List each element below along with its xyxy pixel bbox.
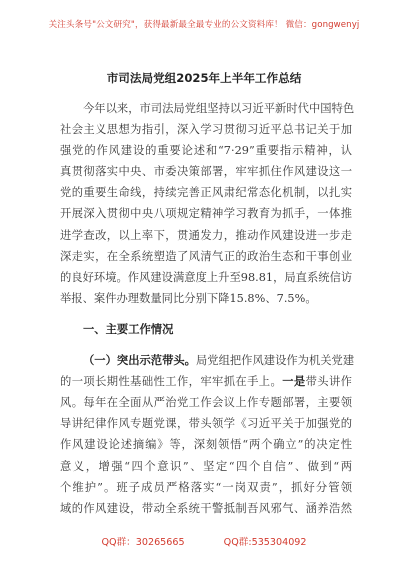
intro-line: 党的重要生命线，持续完善正风肃纪常态化机制，以扎实 (60, 186, 352, 200)
sub-heading-rest: 局党组把作风建设作为机关党建 (195, 354, 355, 368)
para-line: 个维护”。班子成员严格落实“一岗双责”，抓好分管领 (60, 480, 352, 494)
document-title: 市司法局党组2025年上半年工作总结 (106, 71, 302, 85)
para-text: 的一项长期性基础性工作，牢牢抓在手上。 (60, 375, 283, 389)
intro-line: 举报、案件办理数量同比分别下降15.8%、7.5%。 (60, 291, 317, 305)
section-heading: 一、主要工作情况 (83, 322, 174, 336)
intro-line: 真贯彻落实中央、市委决策部署，牢牢抓住作风建设这一 (60, 165, 352, 179)
para-line: 作风建设论述摘编》等，深刻领悟“两个确立”的决定性 (60, 438, 352, 452)
intro-line: 开展深入贯彻中央八项规定精神学习教育为抓手，一体推 (60, 207, 352, 221)
intro-line: 进学查改，以上率下，贯通发力，推动作风建设进一步走 (60, 228, 352, 242)
intro-line: 社会主义思想为指引，深入学习贯彻习近平总书记关于加 (60, 123, 352, 137)
intro-line: 强党的作风建设的重要论述和“7·29”重要指示精神，认 (60, 144, 352, 158)
para-line: 风。每年在全面从严治党工作会议上作专题部署，主要领 (60, 396, 352, 410)
footer-qq-group-1: QQ群：30265665 (101, 537, 185, 548)
intro-line: 今年以来，市司法局党组坚持以习近平新时代中国特色 (83, 102, 355, 115)
para-line: 导讲纪律作风专题党课，带头领学《习近平关于加强党的 (60, 417, 352, 431)
header-promo-note: 关注头条号"公文研究"，获得最新最全最专业的公文资料库！ 微信：gongwenyj (48, 20, 360, 30)
para-text-tail: 带头讲作 (305, 375, 352, 389)
document-body (60, 98, 355, 519)
sub-heading-line (60, 350, 355, 371)
para-line: 域的作风建设，带动全系统干警抵制吾风邪气、涵养浩然 (60, 501, 352, 515)
para-line: 意义，增强“四个意识”、坚定“四个自信”、做到“两 (60, 459, 352, 473)
intro-line: 的良好环境。作风建设满意度上升至98.81，局直系统信访 (60, 270, 353, 284)
para-line (60, 371, 352, 392)
intro-line: 深走实，在全系统塑造了风清气正的政治生态和干事创业 (60, 249, 352, 263)
sub-heading: （一）突出示范带头。 (83, 354, 196, 368)
footer-contact (0, 534, 408, 548)
footer-qq-group-2: QQ群:535304092 (223, 537, 307, 548)
para-emphasis: 一是 (282, 375, 306, 389)
